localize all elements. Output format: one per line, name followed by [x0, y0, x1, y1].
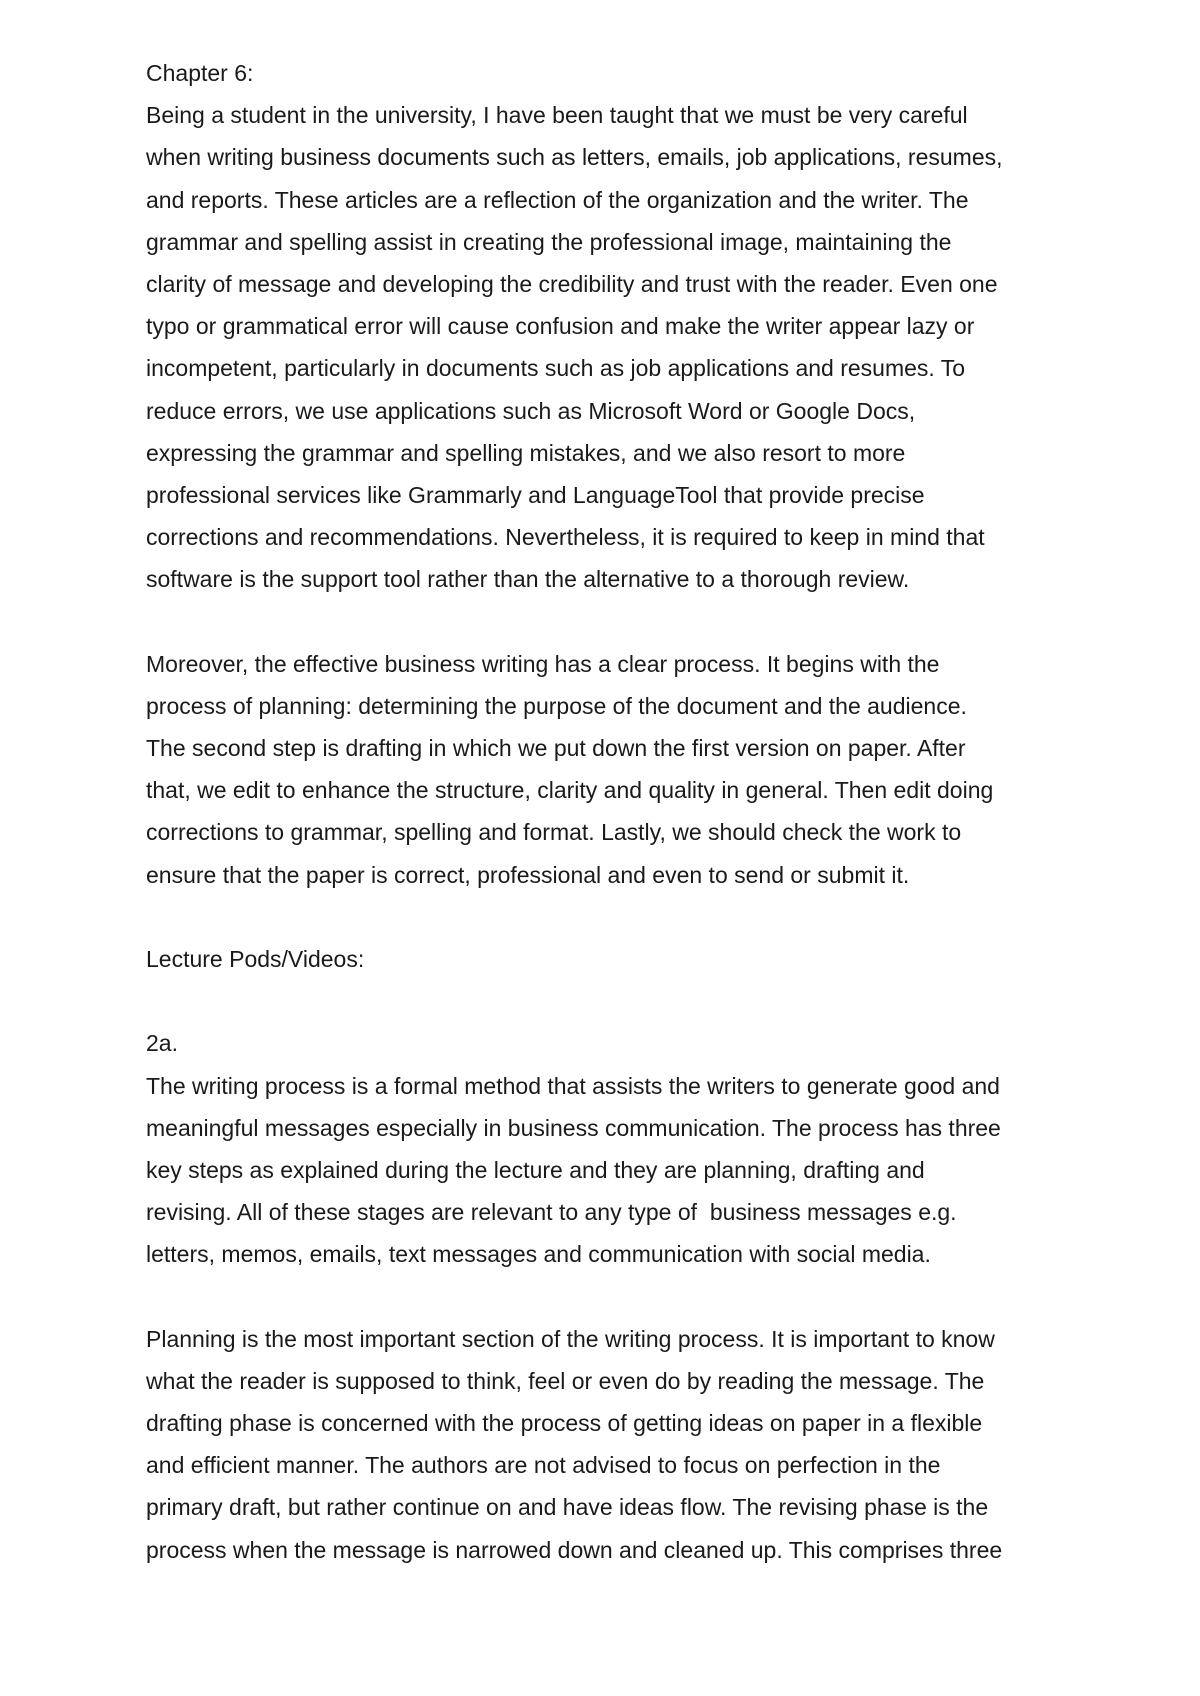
- text-line: letters, memos, emails, text messages and communication with social media.: [146, 1241, 931, 1268]
- paragraph-spacer: [146, 600, 1066, 642]
- paragraph-spacer: [146, 980, 1066, 1022]
- text-line: clarity of message and developing the credibility and trust with the reader. Even one: [146, 270, 998, 297]
- text-line: what the reader is supposed to think, feel or even do by reading the message. The: [146, 1367, 985, 1394]
- text-line: corrections and recommendations. Nevertheless, it is required to keep in mind that: [146, 524, 985, 551]
- text-line: corrections to grammar, spelling and format. Lastly, we should check the work to: [146, 819, 962, 846]
- text-line: and efficient manner. The authors are not advised to focus on perfection in the: [146, 1452, 941, 1479]
- section-heading: Lecture Pods/Videos:: [146, 945, 365, 972]
- text-line: when writing business documents such as letters, emails, job applications, resumes,: [146, 144, 1003, 171]
- document-body: [146, 52, 1066, 1571]
- text-line: professional services like Grammarly and LanguageTool that provide precise: [146, 481, 925, 508]
- paragraph-4: [146, 1318, 1066, 1571]
- text-line: The writing process is a formal method that assists the writers to generate good and: [146, 1072, 1000, 1099]
- paragraph-1: [146, 94, 1066, 600]
- text-line: expressing the grammar and spelling mistakes, and we also resort to more: [146, 439, 906, 466]
- text-line: ensure that the paper is correct, professional and even to send or submit it.: [146, 861, 910, 888]
- paragraph-spacer: [146, 896, 1066, 938]
- text-line: and reports. These articles are a reflection of the organization and the writer. The: [146, 186, 969, 213]
- text-line: key steps as explained during the lecture and they are planning, drafting and: [146, 1156, 925, 1183]
- text-line: revising. All of these stages are relevant to any type of business messages e.g.: [146, 1199, 957, 1226]
- text-line: that, we edit to enhance the structure, clarity and quality in general. Then edit doing: [146, 777, 994, 804]
- text-line: reduce errors, we use applications such as Microsoft Word or Google Docs,: [146, 397, 916, 424]
- chapter-heading: Chapter 6:: [146, 60, 254, 86]
- text-line: drafting phase is concerned with the process of getting ideas on paper in a flexible: [146, 1410, 983, 1436]
- item-label: 2a.: [146, 1030, 178, 1057]
- text-line: Moreover, the effective business writing has a clear process. It begins with the: [146, 650, 940, 677]
- text-line: meaningful messages especially in business communication. The process has three: [146, 1114, 1001, 1141]
- text-line: The second step is drafting in which we put down the first version on paper. After: [146, 735, 966, 761]
- paragraph-3: [146, 1065, 1066, 1276]
- text-line: Being a student in the university, I have been taught that we must be very careful: [146, 102, 968, 129]
- text-line: typo or grammatical error will cause confusion and make the writer appear lazy or: [146, 313, 975, 340]
- text-line: primary draft, but rather continue on and have ideas flow. The revising phase is the: [146, 1494, 989, 1521]
- paragraph-spacer: [146, 1275, 1066, 1317]
- text-line: grammar and spelling assist in creating the professional image, maintaining the: [146, 228, 952, 255]
- text-line: process when the message is narrowed down and cleaned up. This comprises three: [146, 1536, 1003, 1563]
- text-line: software is the support tool rather than the alternative to a thorough review.: [146, 566, 910, 593]
- paragraph-2: [146, 643, 1066, 896]
- text-line: process of planning: determining the purpose of the document and the audience.: [146, 692, 967, 719]
- text-line: incompetent, particularly in documents such as job applications and resumes. To: [146, 355, 966, 382]
- text-line: Planning is the most important section of the writing process. It is important to know: [146, 1325, 995, 1352]
